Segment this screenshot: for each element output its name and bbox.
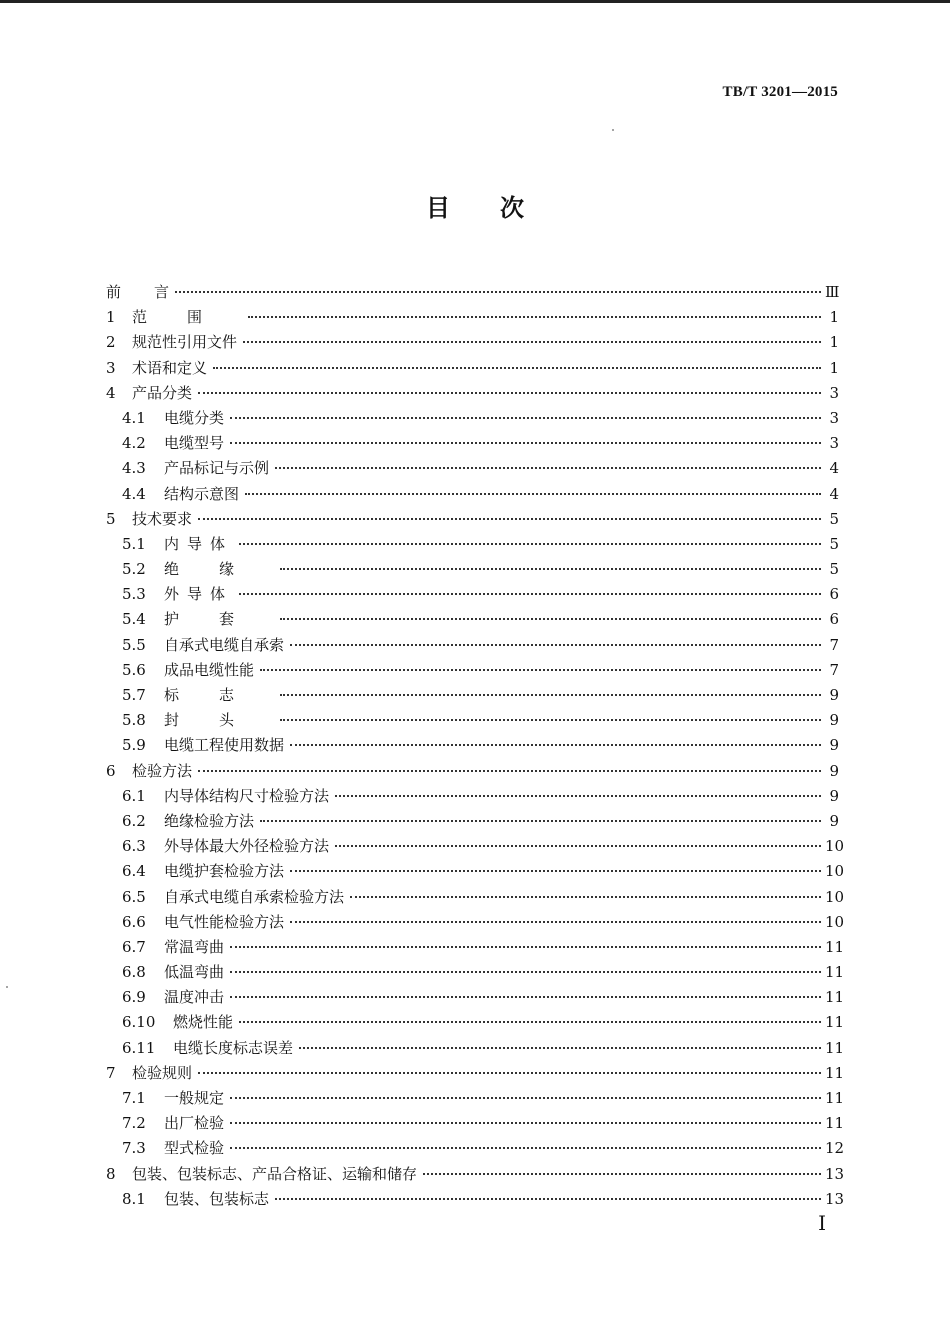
toc-entry-label: 电缆长度标志误差 <box>173 1038 294 1057</box>
toc-leader-dots <box>213 367 821 369</box>
toc-leader-dots <box>290 921 821 923</box>
toc-entry-number: 6.4 <box>122 862 146 881</box>
toc-entry[interactable] <box>106 1163 845 1188</box>
toc-entry[interactable] <box>106 533 839 558</box>
toc-entry-label: 电缆护套检验方法 <box>164 862 285 881</box>
toc-entry[interactable] <box>106 1062 845 1087</box>
toc-entry[interactable] <box>106 760 839 785</box>
toc-entry-page: 11 <box>825 1013 845 1032</box>
toc-entry[interactable] <box>106 1137 845 1162</box>
toc-leader-dots <box>198 770 821 772</box>
toc-entry-label: 一般规定 <box>164 1089 225 1107</box>
toc-entry-page: 10 <box>825 837 845 856</box>
toc-entry[interactable] <box>106 281 839 306</box>
toc-entry[interactable] <box>106 886 845 911</box>
toc-entry-page: 11 <box>825 1089 845 1107</box>
toc-entry-label: 封头 <box>164 711 275 730</box>
toc-entry[interactable] <box>106 457 839 482</box>
toc-entry[interactable] <box>106 734 839 759</box>
toc-entry-label: 绝缘检验方法 <box>164 811 255 830</box>
toc-entry[interactable] <box>106 407 839 432</box>
toc-entry[interactable] <box>106 331 839 356</box>
toc-leader-dots <box>248 316 821 318</box>
toc-leader-dots <box>245 493 821 495</box>
toc-entry-label: 术语和定义 <box>132 358 208 377</box>
toc-leader-dots <box>275 1198 821 1200</box>
toc-entry-number: 5.7 <box>122 686 146 704</box>
toc-entry[interactable] <box>106 608 839 633</box>
toc-entry-label: 产品分类 <box>132 383 193 402</box>
toc-entry[interactable] <box>106 1037 845 1062</box>
toc-entry[interactable] <box>106 659 839 684</box>
toc-entry[interactable] <box>106 911 845 936</box>
toc-entry-number: 6.5 <box>122 887 146 906</box>
toc-entry-label: 温度冲击 <box>164 988 225 1007</box>
toc-entry-label: 成品电缆性能 <box>164 660 255 679</box>
toc-entry-page: 6 <box>829 610 839 629</box>
toc-leader-dots <box>198 392 821 394</box>
toc-entry-number: 5.9 <box>122 736 146 755</box>
toc-entry-number: 5.4 <box>122 610 146 629</box>
toc-entry-label: 电气性能检验方法 <box>164 912 285 931</box>
toc-entry-label: 低温弯曲 <box>164 963 225 982</box>
toc-entry[interactable] <box>106 382 839 407</box>
toc-entry-number: 5 <box>106 509 116 528</box>
toc-entry-page: 5 <box>829 534 839 553</box>
toc-leader-dots <box>280 694 821 696</box>
toc-entry-label: 常温弯曲 <box>164 937 225 956</box>
toc-entry-label: 出厂检验 <box>164 1114 225 1133</box>
toc-entry-page: 7 <box>829 660 839 679</box>
toc-leader-dots <box>243 341 821 343</box>
toc-leader-dots <box>299 1047 821 1049</box>
toc-entry-page: 13 <box>825 1164 845 1183</box>
page-number: Ⅰ <box>818 1213 826 1235</box>
toc-entry-number: 6.6 <box>122 912 146 931</box>
toc-entry-number: 5.5 <box>122 635 146 654</box>
toc-leader-dots <box>230 1097 821 1099</box>
toc-entry[interactable] <box>106 835 845 860</box>
toc-entry-number: 4.4 <box>122 484 146 503</box>
toc-entry-page: 7 <box>829 635 839 654</box>
toc-leader-dots <box>280 618 821 620</box>
toc-entry-page: 10 <box>825 887 845 906</box>
toc-entry-number: 5.1 <box>122 534 146 553</box>
toc-leader-dots <box>280 568 821 570</box>
toc-leader-dots <box>230 1147 821 1149</box>
toc-entry-number: 5.8 <box>122 711 146 730</box>
toc-entry[interactable] <box>106 986 845 1011</box>
toc-entry-page: 1 <box>829 333 839 352</box>
table-of-contents <box>106 281 845 1213</box>
toc-entry-number: 4 <box>106 383 116 402</box>
toc-entry-label: 包装、包装标志、产品合格证、运输和储存 <box>132 1164 418 1183</box>
toc-entry-label: 电缆型号 <box>164 434 225 453</box>
toc-entry-label: 电缆分类 <box>164 408 225 427</box>
toc-leader-dots <box>239 1021 821 1023</box>
toc-leader-dots <box>335 795 821 797</box>
toc-entry-number: 8 <box>106 1164 116 1183</box>
toc-entry-page: 11 <box>825 963 845 982</box>
toc-entry-page: 5 <box>829 509 839 528</box>
toc-entry-page: 4 <box>829 459 839 478</box>
toc-entry-label: 型式检验 <box>164 1139 225 1158</box>
toc-entry[interactable] <box>106 432 839 457</box>
toc-entry[interactable] <box>106 936 845 961</box>
toc-entry-label: 范围 <box>132 308 243 327</box>
toc-entry-label: 绝缘 <box>164 560 275 579</box>
toc-entry-number: 6.11 <box>122 1038 156 1057</box>
toc-leader-dots <box>239 543 821 545</box>
page-title: 目次 <box>426 194 574 222</box>
toc-entry-label: 外导体 <box>164 585 234 604</box>
toc-entry-label: 护套 <box>164 610 275 629</box>
toc-entry-number: 7.2 <box>122 1114 146 1133</box>
toc-entry-page: 9 <box>829 811 839 830</box>
toc-entry-page: Ⅲ <box>825 283 840 301</box>
toc-entry-page: 12 <box>825 1139 845 1158</box>
toc-entry-number: 6.9 <box>122 988 146 1007</box>
toc-entry[interactable] <box>106 709 839 734</box>
toc-entry[interactable] <box>106 306 839 331</box>
toc-entry-label: 内导体 <box>164 534 234 553</box>
toc-entry-label: 规范性引用文件 <box>132 333 238 352</box>
toc-entry[interactable] <box>106 684 839 709</box>
toc-entry-number: 7 <box>106 1063 116 1082</box>
toc-entry-label: 内导体结构尺寸检验方法 <box>164 786 330 805</box>
toc-entry-page: 11 <box>825 988 845 1007</box>
toc-leader-dots <box>275 467 821 469</box>
toc-entry-number: 5.2 <box>122 560 146 579</box>
toc-entry-label: 检验方法 <box>132 761 193 780</box>
toc-entry-label: 燃烧性能 <box>173 1013 234 1032</box>
toc-entry-number: 3 <box>106 358 116 377</box>
toc-entry[interactable] <box>106 508 839 533</box>
toc-entry[interactable] <box>106 860 845 885</box>
top-border <box>0 0 950 3</box>
toc-leader-dots <box>280 719 821 721</box>
toc-entry-page: 11 <box>825 937 845 956</box>
toc-entry-label: 技术要求 <box>132 509 193 528</box>
toc-entry-number: 6.1 <box>122 786 146 805</box>
toc-leader-dots <box>260 820 821 822</box>
toc-entry-page: 5 <box>829 560 839 579</box>
toc-leader-dots <box>335 845 821 847</box>
toc-entry[interactable] <box>106 357 839 382</box>
toc-entry-page: 4 <box>829 484 839 503</box>
toc-entry-number: 4.3 <box>122 459 146 478</box>
toc-entry-number: 6 <box>106 761 116 780</box>
toc-entry-number: 8.1 <box>122 1189 146 1208</box>
toc-entry-label: 自承式电缆自承索 <box>164 635 285 654</box>
toc-entry[interactable] <box>106 1188 845 1213</box>
toc-entry-page: 3 <box>829 434 839 453</box>
toc-leader-dots <box>230 1122 821 1124</box>
toc-entry-page: 6 <box>829 585 839 604</box>
toc-leader-dots <box>350 896 821 898</box>
toc-entry-label: 产品标记与示例 <box>164 459 270 478</box>
toc-entry[interactable] <box>106 583 839 608</box>
toc-entry-number: 4.1 <box>122 408 146 427</box>
toc-leader-dots <box>230 971 821 973</box>
toc-leader-dots <box>239 593 821 595</box>
toc-entry-label: 电缆工程使用数据 <box>164 736 285 755</box>
toc-entry-page: 11 <box>825 1114 845 1133</box>
toc-entry-page: 13 <box>825 1189 845 1208</box>
toc-entry[interactable] <box>106 785 839 810</box>
toc-entry-number: 6.3 <box>122 837 146 856</box>
toc-leader-dots <box>423 1173 821 1175</box>
toc-entry[interactable] <box>106 1087 845 1112</box>
toc-leader-dots <box>198 1072 821 1074</box>
toc-entry-page: 9 <box>829 736 839 755</box>
toc-entry-number: 1 <box>106 308 116 327</box>
toc-leader-dots <box>290 744 821 746</box>
toc-entry-page: 11 <box>825 1038 845 1057</box>
toc-entry[interactable] <box>106 810 839 835</box>
toc-leader-dots <box>290 644 821 646</box>
toc-entry[interactable] <box>106 1112 845 1137</box>
standard-number: TB/T 3201—2015 <box>722 84 838 100</box>
toc-entry[interactable] <box>106 558 839 583</box>
toc-entry-number: 4.2 <box>122 434 146 453</box>
toc-entry[interactable] <box>106 1011 845 1036</box>
toc-entry-number: 7.3 <box>122 1139 146 1158</box>
toc-leader-dots <box>260 669 821 671</box>
toc-entry-label: 结构示意图 <box>164 484 240 503</box>
toc-entry-page: 1 <box>829 358 839 377</box>
toc-entry-page: 9 <box>829 686 839 704</box>
toc-leader-dots <box>230 996 821 998</box>
toc-leader-dots <box>230 442 821 444</box>
toc-leader-dots <box>290 870 821 872</box>
toc-entry-page: 9 <box>829 711 839 730</box>
toc-leader-dots <box>230 417 821 419</box>
toc-leader-dots <box>198 518 821 520</box>
toc-entry-page: 3 <box>829 408 839 427</box>
toc-entry-page: 1 <box>829 308 839 327</box>
toc-entry-number: 7.1 <box>122 1089 146 1107</box>
toc-entry-number: 5.3 <box>122 585 146 604</box>
toc-entry[interactable] <box>106 483 839 508</box>
toc-entry[interactable] <box>106 634 839 659</box>
toc-entry-page: 10 <box>825 862 845 881</box>
toc-entry[interactable] <box>106 961 845 986</box>
toc-entry-page: 9 <box>829 786 839 805</box>
toc-entry-number: 6.2 <box>122 811 146 830</box>
toc-entry-label: 自承式电缆自承索检验方法 <box>164 887 345 906</box>
toc-leader-dots <box>175 291 821 293</box>
toc-entry-number: 2 <box>106 333 116 352</box>
toc-entry-page: 10 <box>825 912 845 931</box>
toc-entry-number: 前 <box>106 283 122 301</box>
toc-entry-label: 检验规则 <box>132 1063 193 1082</box>
toc-entry-number: 6.8 <box>122 963 146 982</box>
toc-entry-label: 言 <box>154 283 170 301</box>
toc-entry-label: 外导体最大外径检验方法 <box>164 837 330 856</box>
toc-entry-number: 6.7 <box>122 937 146 956</box>
toc-entry-number: 5.6 <box>122 660 146 679</box>
toc-entry-label: 标志 <box>164 686 275 704</box>
toc-leader-dots <box>230 946 821 948</box>
toc-entry-page: 3 <box>829 383 839 402</box>
toc-entry-page: 11 <box>825 1063 845 1082</box>
toc-entry-label: 包装、包装标志 <box>164 1189 270 1208</box>
scan-speck <box>6 986 8 988</box>
scan-speck <box>612 129 614 131</box>
toc-entry-number: 6.10 <box>122 1013 156 1032</box>
toc-entry-page: 9 <box>829 761 839 780</box>
